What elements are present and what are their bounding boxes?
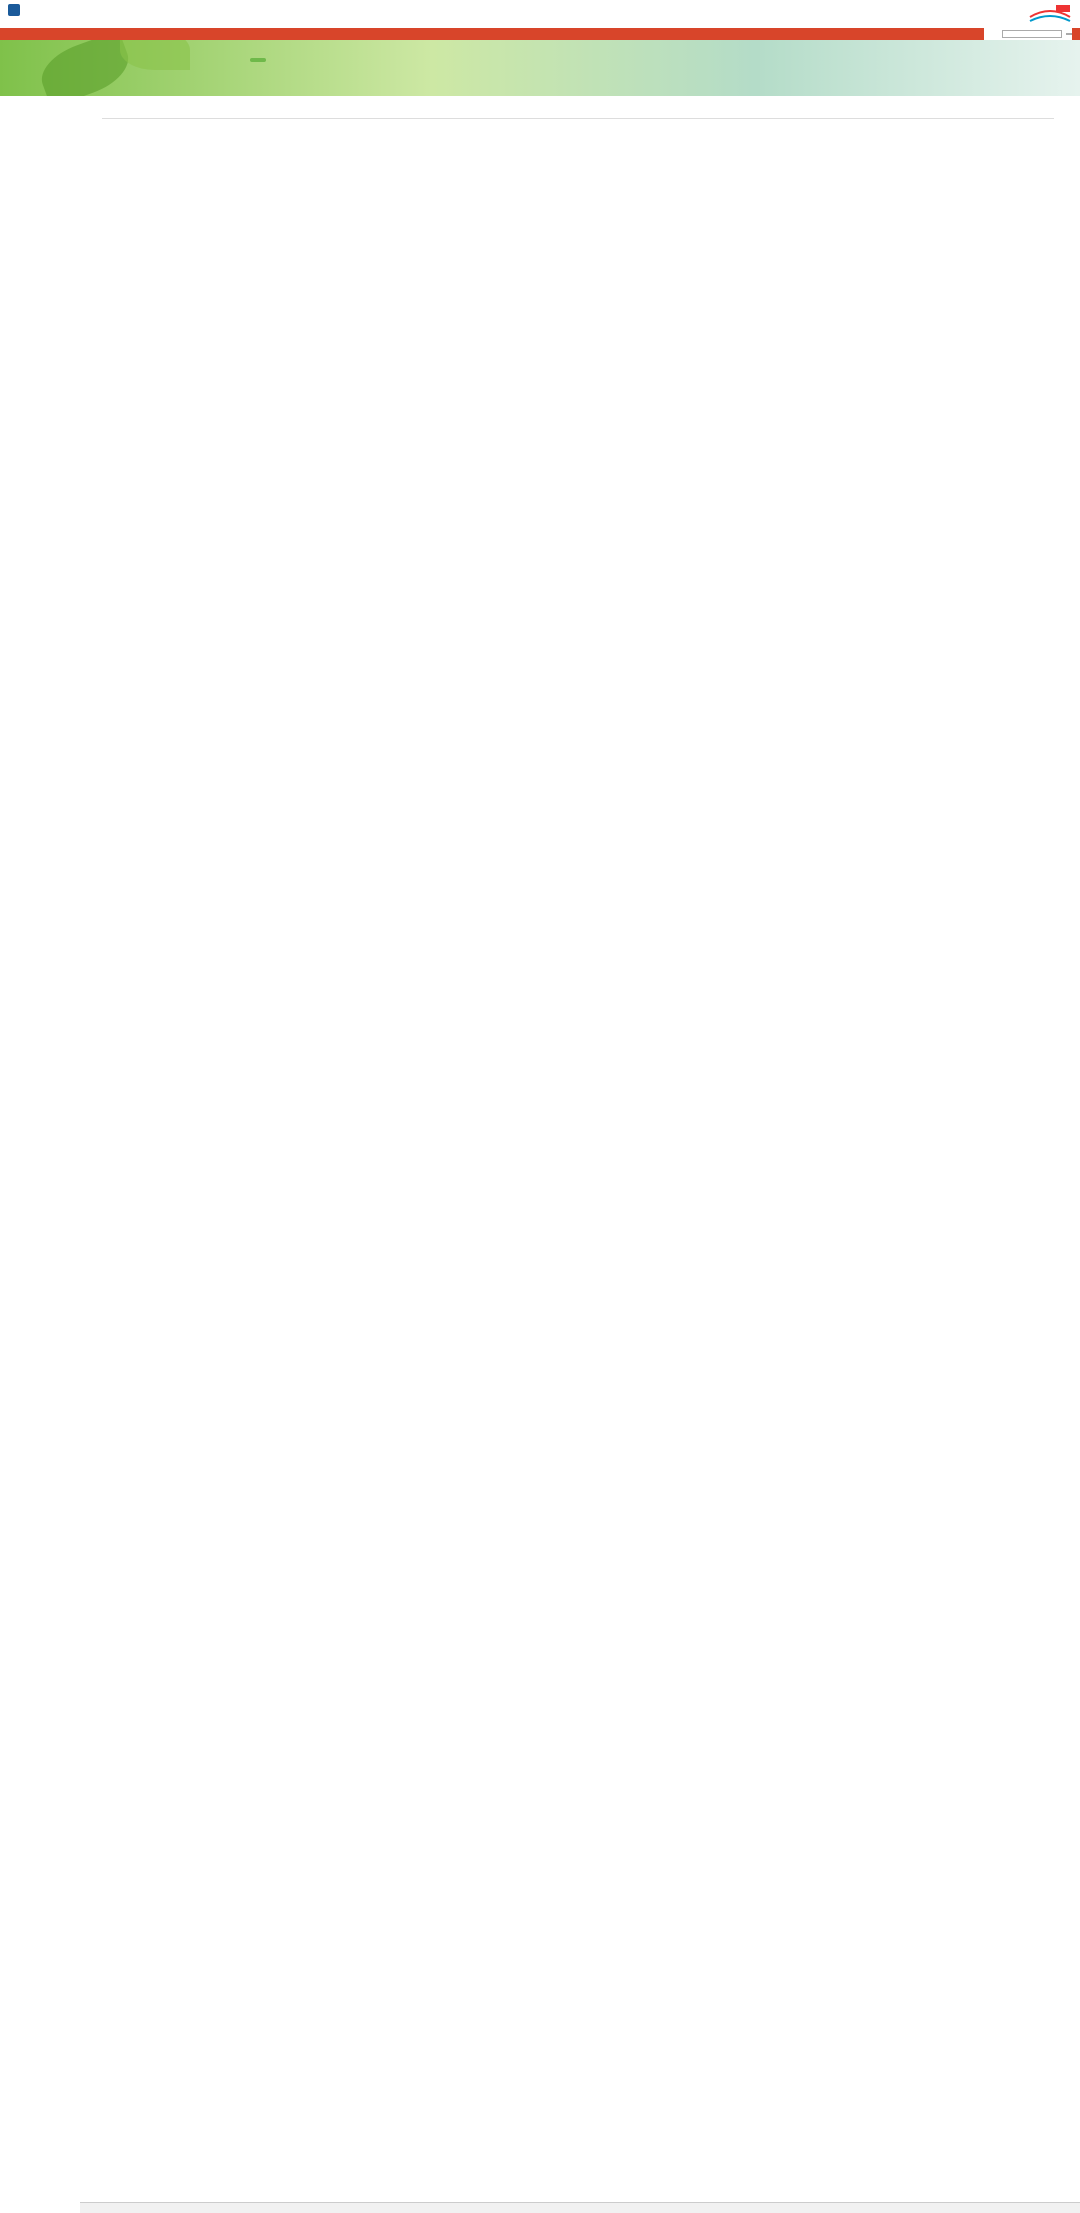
- status-tree-diagram: [398, 135, 758, 375]
- chart-a: [102, 135, 1054, 377]
- search-input[interactable]: [1002, 30, 1062, 38]
- tools-bar: [984, 28, 1072, 40]
- gov-nav-strip: [0, 28, 1080, 40]
- bar-chart: [458, 497, 698, 687]
- banner: [0, 40, 1080, 96]
- banner-title: [250, 58, 266, 62]
- divider: [102, 118, 1054, 119]
- search-button[interactable]: [1066, 33, 1072, 35]
- leaf-decoration: [120, 40, 190, 70]
- chart-a-notes: [102, 391, 1054, 481]
- top-bar: [0, 0, 1080, 28]
- department-logo[interactable]: [8, 4, 20, 16]
- main-content: [102, 104, 1054, 713]
- brand-hong-kong-logo[interactable]: [1028, 3, 1072, 25]
- footer: [80, 2202, 1080, 2213]
- chart-b: [102, 497, 1054, 689]
